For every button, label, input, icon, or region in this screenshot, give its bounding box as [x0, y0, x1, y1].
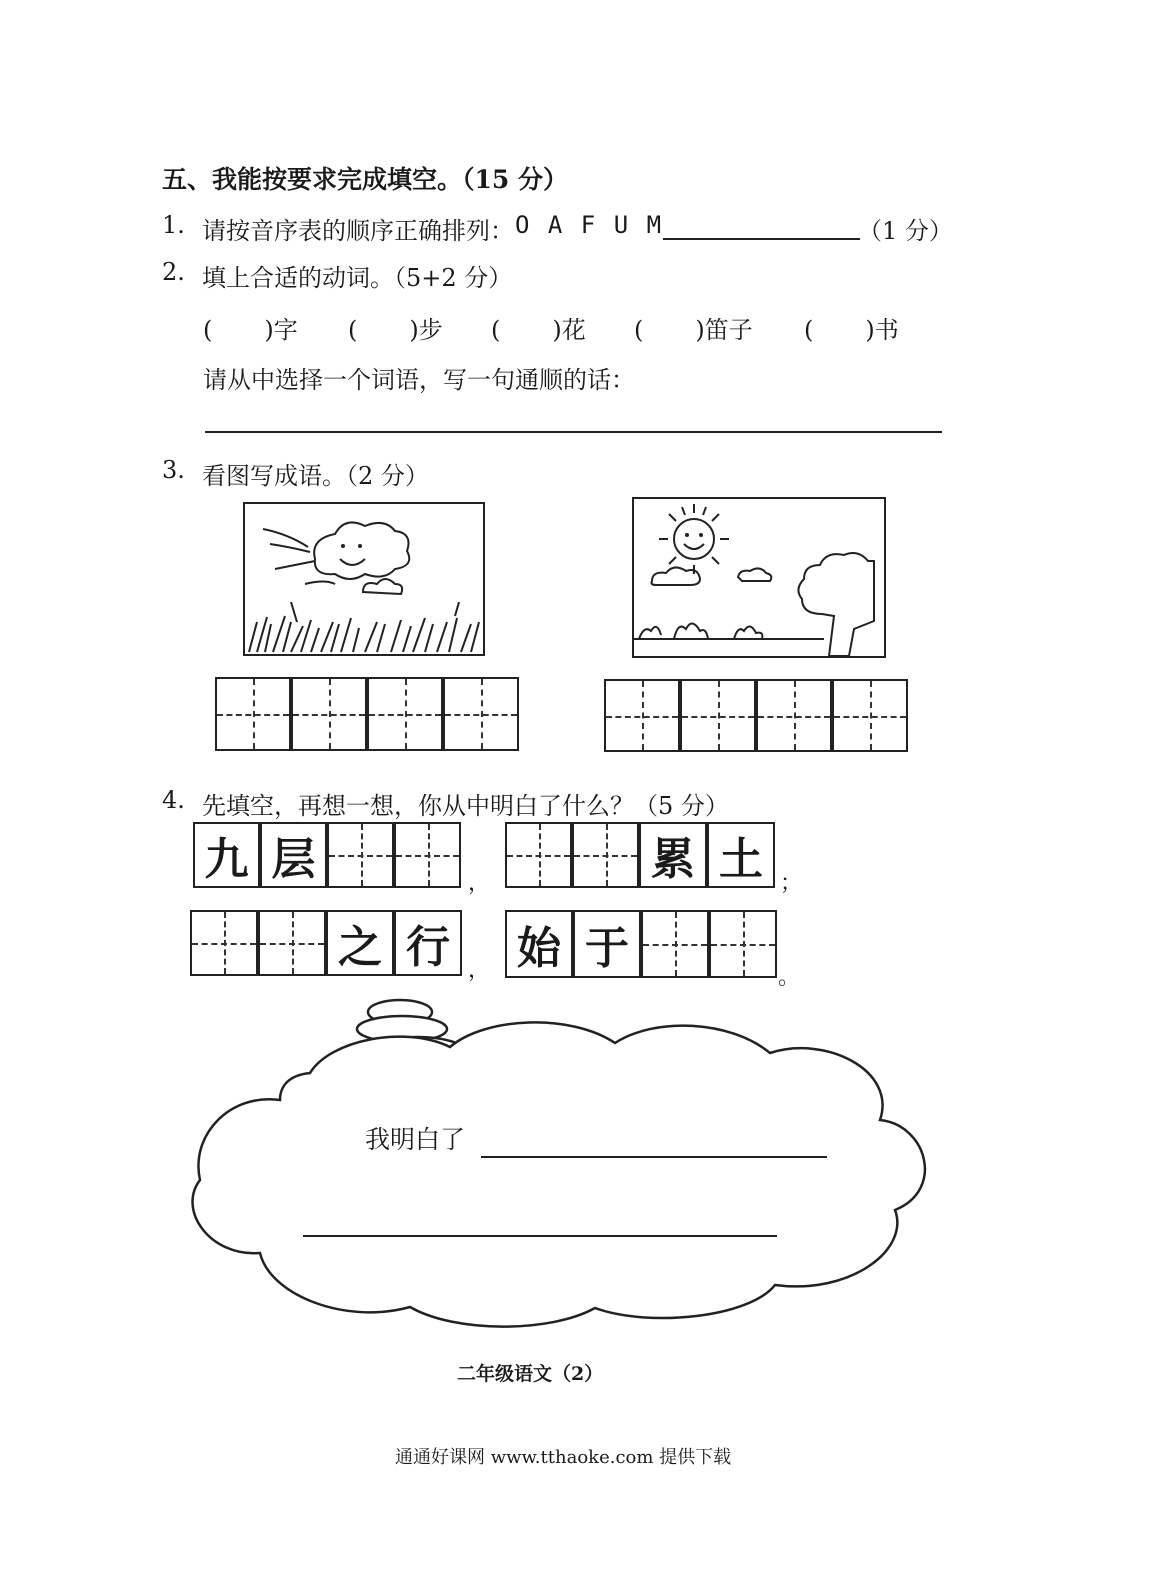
q2-word: 书: [874, 316, 899, 344]
q1-label: 1.: [162, 211, 185, 239]
writing-cell[interactable]: [443, 677, 519, 751]
q2-text: 填上合适的动词。（5+2 分）: [202, 264, 513, 292]
idiom-blank-cell[interactable]: [394, 822, 461, 888]
picture-wind-grass: [243, 502, 485, 656]
q4-label: 4.: [162, 786, 185, 814]
paren-close: ): [695, 316, 705, 344]
q2-blank-5[interactable]: [804, 310, 899, 345]
idiom-cell: 层: [260, 822, 327, 888]
idiom-blank-cell[interactable]: [709, 910, 777, 978]
source-credit: 通通好课网 www.tthaoke.com 提供下载: [395, 1447, 732, 1468]
section-title: 五、我能按要求完成填空。（15 分）: [162, 165, 568, 194]
q2-label: 2.: [162, 258, 185, 286]
writing-cell[interactable]: [604, 679, 680, 752]
q3-text: 看图写成语。（2 分）: [202, 462, 429, 490]
writing-cell[interactable]: [291, 677, 367, 751]
q2-sentence-line[interactable]: [205, 431, 942, 433]
comma: ，: [468, 958, 491, 983]
paren-open: (: [491, 316, 501, 344]
idiom-cell: 之: [326, 910, 394, 976]
paren-open: (: [804, 316, 814, 344]
paren-close: ): [264, 316, 274, 344]
idiom-cell: 始: [505, 910, 573, 978]
q2-blank-4[interactable]: [634, 310, 753, 345]
paren-close: ): [552, 316, 562, 344]
period: 。: [778, 965, 801, 990]
semicolon: ；: [780, 871, 803, 896]
idiom-blank-cell[interactable]: [572, 822, 639, 888]
writing-cell[interactable]: [367, 677, 443, 751]
q2-instruction: 请从中选择一个词语，写一句通顺的话：: [203, 366, 635, 394]
cloud-answer-line-2[interactable]: [303, 1235, 777, 1237]
wind-cloud-grass-illustration: [245, 504, 483, 654]
q2-word: 字: [273, 316, 298, 344]
paren-open: (: [203, 316, 213, 344]
cloud-prompt: 我明白了: [365, 1125, 466, 1154]
idiom-blank-cell[interactable]: [327, 822, 394, 888]
thought-cloud-icon: [185, 995, 945, 1330]
q2-word: 花: [561, 316, 586, 344]
q1-score: （1 分）: [858, 217, 953, 245]
page-label: 二年级语文（2）: [457, 1363, 604, 1385]
idiom-blank-cell[interactable]: [641, 910, 709, 978]
idiom-cell: 行: [394, 910, 462, 976]
writing-cell[interactable]: [756, 679, 832, 752]
picture-sunny-day: [632, 497, 886, 658]
paren-open: (: [634, 316, 644, 344]
idiom-blank-cell[interactable]: [258, 910, 326, 976]
q1-text: 请按音序表的顺序正确排列：: [202, 217, 514, 245]
writing-cell[interactable]: [832, 679, 908, 752]
idiom-cell: 于: [573, 910, 641, 978]
paren-close: ): [865, 316, 875, 344]
idiom-cell: 累: [639, 822, 707, 888]
idiom-cell: 土: [707, 822, 775, 888]
q2-blank-1[interactable]: [203, 310, 298, 345]
idiom-cell: 九: [193, 822, 260, 888]
paren-open: (: [348, 316, 358, 344]
q2-blank-3[interactable]: [491, 310, 586, 345]
idiom-blank-cell[interactable]: [505, 822, 572, 888]
paren-close: ): [409, 316, 419, 344]
idiom-blank-cell[interactable]: [190, 910, 258, 976]
q1-letters: O A F U M: [515, 211, 664, 239]
writing-cell[interactable]: [215, 677, 291, 751]
comma: ，: [468, 871, 491, 896]
writing-cell[interactable]: [680, 679, 756, 752]
q1-answer-line[interactable]: [663, 238, 860, 240]
q2-word: 步: [418, 316, 443, 344]
cloud-answer-line-1[interactable]: [481, 1156, 827, 1158]
q4-text: 先填空，再想一想，你从中明白了什么？（5 分）: [202, 792, 729, 820]
sun-tree-illustration: [634, 499, 884, 656]
q3-label: 3.: [162, 456, 185, 484]
q2-blank-2[interactable]: [348, 310, 443, 345]
q2-word: 笛子: [704, 316, 753, 344]
